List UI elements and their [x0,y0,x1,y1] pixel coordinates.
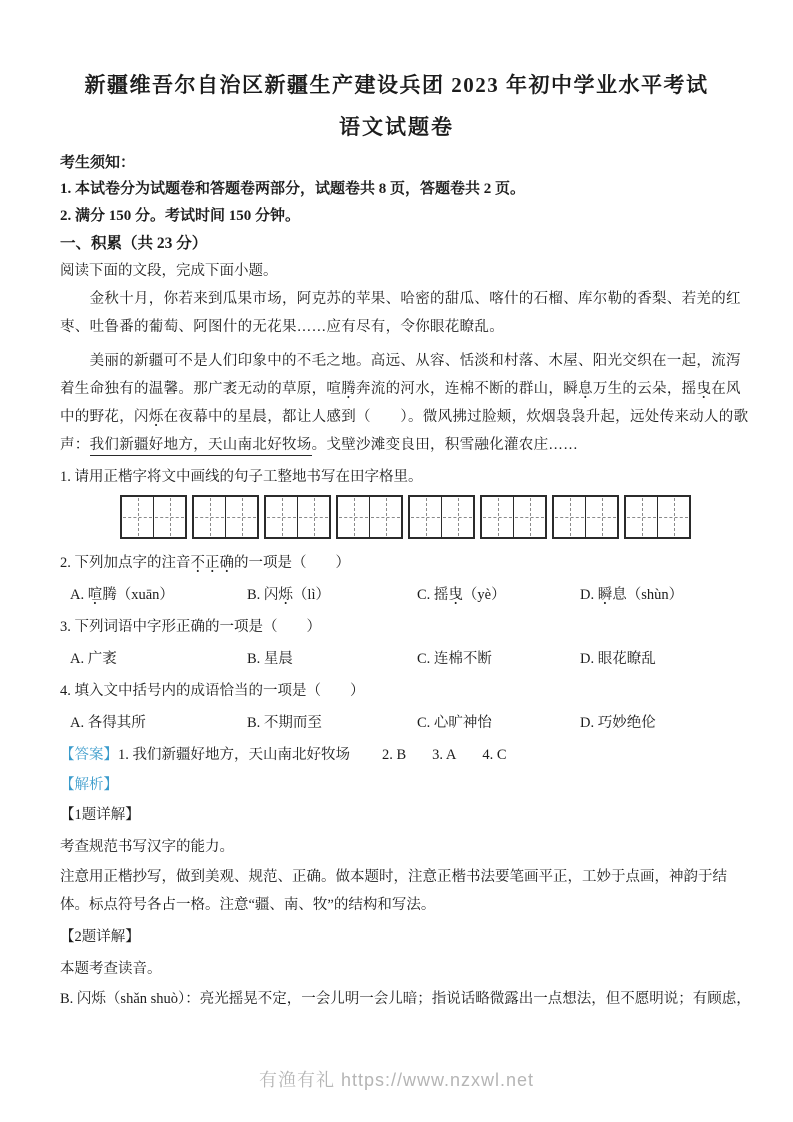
question-3-option-b: B. 星晨 [247,651,293,667]
passage-line-5: 中的野花，闪烁在夜幕中的星晨，都让人感到（ ）。微风拂过脸颊，炊烟袅袅升起，远处传来动人的歌 [60,409,749,425]
writing-grid-cell [338,497,369,537]
detail-2-heading: 【2题详解】 [60,929,140,945]
answer-line [60,741,733,769]
passage-line-3: 美丽的新疆可不是人们印象中的不毛之地。高远、从容、恬淡和村落、木屋、阳光交织在一起，流泻 [60,353,741,369]
question-3-option-a: A. 广袤 [70,651,117,667]
writing-grid-group [336,495,403,539]
question-4-option-c: C. 心旷神怡 [417,715,492,731]
question-3-stem: 3. 下列词语中字形正确的一项是（ ） [60,619,321,635]
writing-grid-group [480,495,547,539]
question-2-option-a: A. 喧腾（xuān） [70,587,174,603]
passage-line-6: 声：我们新疆好地方，天山南北好牧场。戈壁沙滩变良田，积雪融化灌农庄…… [60,431,733,459]
passage-intro: 阅读下面的文段，完成下面小题。 [60,263,278,279]
passage-line-1: 金秋十月，你若来到瓜果市场，阿克苏的苹果、哈密的甜瓜、喀什的石榴、库尔勒的香梨、若羌的红 [60,291,741,307]
writing-grid-group [120,495,187,539]
footer-watermark: 有渔有礼 https://www.nzxwl.net [258,1070,535,1090]
question-4-stem: 4. 填入文中括号内的成语恰当的一项是（ ） [60,683,365,699]
question-4-option-a: A. 各得其所 [70,715,146,731]
writing-grid-cell [657,497,689,537]
question-2-option-c: C. 摇曳（yè） [417,587,506,603]
detail-1-line-2: 注意用正楷抄写，做到美观、规范、正确。做本题时，注意正楷书法要笔画平正，工妙于点画，神韵于结 [60,869,727,885]
detail-2-line-1: 本题考查读音。 [60,961,162,977]
writing-grid-group [408,495,475,539]
writing-grid-cell [369,497,401,537]
passage-line-4: 着生命独有的温馨。那广袤无动的草原，喧腾奔流的河水，连棉不断的群山，瞬息万生的云朵，摇曳在风 [60,381,741,397]
answer-part-3: 3. A [432,747,457,763]
question-2-stem: 2. 下列加点字的注音不正确的一项是（ ） [60,555,350,571]
question-2-options [60,581,733,609]
answer-part-2: 2. B [382,747,407,763]
writing-grid-cell [194,497,225,537]
writing-grid-cell [585,497,617,537]
passage-line-2: 枣、吐鲁番的葡萄、阿图什的无花果……应有尽有，令你眼花瞭乱。 [60,319,504,335]
writing-grid-cell [554,497,585,537]
question-4-options [60,709,733,737]
section-heading: 一、积累（共 23 分） [60,235,208,252]
question-4-option-b: B. 不期而至 [247,715,322,731]
writing-grid-cell [482,497,513,537]
detail-1-line-3: 体。标点符号各占一格。注意“疆、南、牧”的结构和写法。 [60,897,436,913]
writing-grid-cell [297,497,329,537]
question-1-stem: 1. 请用正楷字将文中画线的句子工整地书写在田字格里。 [60,469,423,485]
writing-grid-group [552,495,619,539]
exam-title: 新疆维吾尔自治区新疆生产建设兵团 2023 年初中学业水平考试 [84,73,709,97]
answer-marker: 【答案】 [60,747,118,763]
writing-grid [120,495,733,539]
question-2-option-b: B. 闪烁（lì） [247,587,330,603]
writing-grid-group [624,495,691,539]
analysis-marker: 【解析】 [60,777,118,793]
question-3-option-c: C. 连棉不断 [417,651,492,667]
detail-1-line-1: 考查规范书写汉字的能力。 [60,839,234,855]
paper-subject-title: 语文试题卷 [339,115,454,139]
writing-grid-group [192,495,259,539]
answer-part-4: 4. C [482,747,507,763]
question-4-option-d: D. 巧妙绝伦 [580,715,656,731]
question-2-option-d: D. 瞬息（shùn） [580,587,684,603]
writing-grid-cell [153,497,185,537]
writing-grid-cell [626,497,657,537]
candidate-notice-heading: 考生须知： [60,155,136,171]
answer-part-1: 1. 我们新疆好地方，天山南北好牧场 [118,747,350,763]
writing-grid-cell [266,497,297,537]
writing-grid-group [264,495,331,539]
detail-1-heading: 【1题详解】 [60,807,140,823]
writing-grid-cell [122,497,153,537]
writing-grid-cell [410,497,441,537]
writing-grid-cell [513,497,545,537]
question-3-options [60,645,733,673]
notice-item-2: 2. 满分 150 分。考试时间 150 分钟。 [60,208,301,224]
analysis-line [60,771,733,799]
detail-2-line-2: B. 闪烁（shǎn shuò）：亮光摇晃不定，一会儿明一会儿暗；指说话略微露出一点想法，但不愿明说；有顾虑， [60,991,751,1007]
writing-grid-cell [441,497,473,537]
writing-grid-cell [225,497,257,537]
question-3-option-d: D. 眼花瞭乱 [580,651,656,667]
notice-item-1: 1. 本试卷分为试题卷和答题卷两部分，试题卷共 8 页，答题卷共 2 页。 [60,181,526,197]
